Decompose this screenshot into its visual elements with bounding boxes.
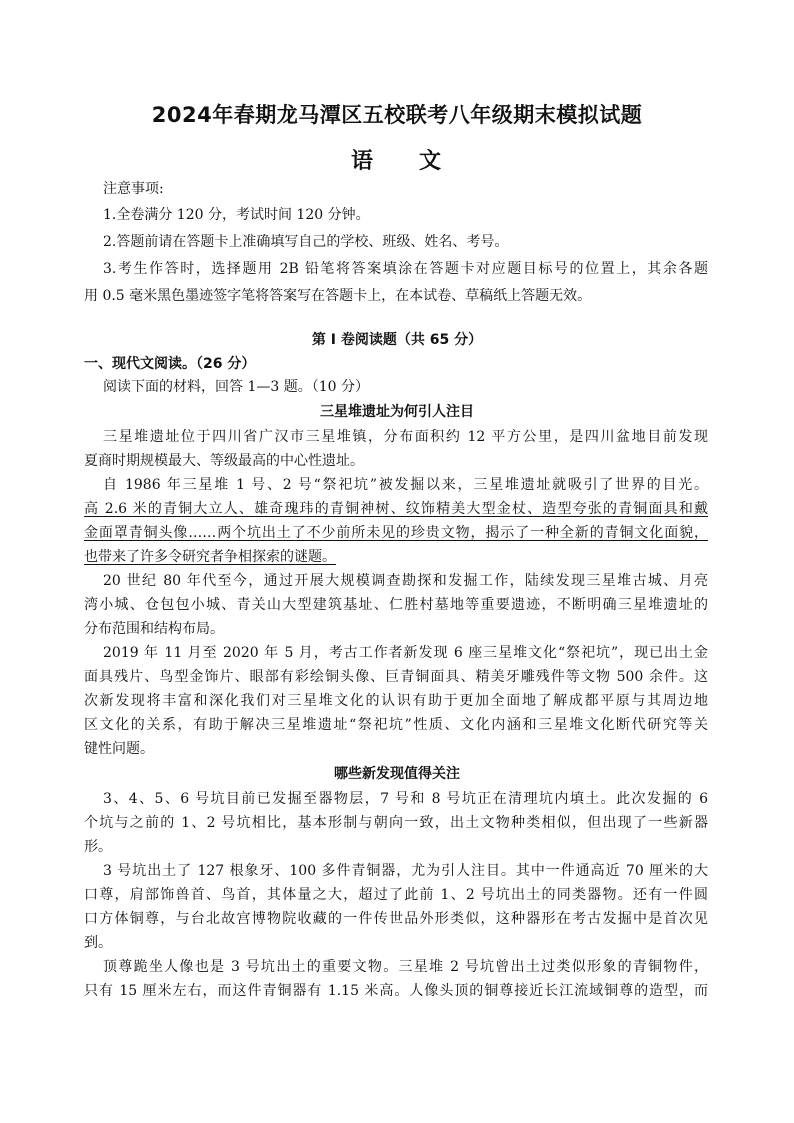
article-line: 键性问题。 bbox=[84, 741, 154, 757]
article-line: 20 世纪 80 年代至今，通过开展大规模调查勘探和发掘工作，陆续发现三星堆古城、月亮 bbox=[103, 573, 708, 589]
exam-title: 2024年春期龙马潭区五校联考八年级期末模拟试题 bbox=[151, 103, 643, 127]
article2-line: 口方体铜尊，与台北故宫博物院收藏的一件传世品外形类似，这种器形在考古发掘中是首次见 bbox=[84, 911, 708, 927]
notice-item-1: 1.全卷满分 120 分，考试时间 120 分钟。 bbox=[103, 207, 370, 223]
article-line: 湾小城、仓包包小城、青关山大型建筑基址、仁胜村墓地等重要遗迹，不断明确三星堆遗址的 bbox=[84, 597, 708, 613]
article2-line: 3 号坑出土了 127 根象牙、100 多件青铜器，尤为引人注目。其中一件通高近 70 厘米的大 bbox=[103, 863, 708, 879]
article2-line: 形。 bbox=[84, 839, 112, 855]
article-line: 面具残片、鸟型金饰片、眼部有彩绘铜头像、巨青铜面具、精美牙雕残件等文物 500 余件。这 bbox=[84, 669, 708, 685]
article2-line: 顶尊跪坐人像也是 3 号坑出土的重要文物。三星堆 2 号坑曾出土过类似形象的青铜物件， bbox=[103, 959, 708, 975]
article-line: 2019 年 11 月至 2020 年 5 月，考古工作者新发现 6 座三星堆文化“祭祀坑”，现已出土金 bbox=[103, 645, 708, 661]
notice-item-2: 2.答题前请在答题卡上准确填写自己的学校、班级、姓名、考号。 bbox=[103, 234, 509, 250]
article-line-underlined: 金面罩青铜头像……两个坑出土了不少前所未见的珍贵文物，揭示了一种全新的青铜文化面貌， bbox=[84, 525, 708, 541]
subject-title bbox=[0, 144, 794, 175]
article2-line: 个坑与之前的 1、2 号坑相比，基本形制与朝向一致，出土文物种类相似，但出现了一些新器 bbox=[84, 815, 708, 831]
article2-line: 只有 15 厘米左右，而这件青铜器有 1.15 米高。人像头顶的铜尊接近长江流域铜尊的造型，而 bbox=[84, 983, 708, 999]
article-line-underlined: 也带来了许多令研究者争相探索的谜题。 bbox=[84, 549, 336, 565]
article2-line: 口尊，肩部饰兽首、鸟首，其体量之大，超过了此前 1、2 号坑出土的同类器物。还有一件圆 bbox=[84, 887, 708, 903]
subject-char-1: 语 bbox=[350, 149, 375, 174]
article2-title: 哪些新发现值得关注 bbox=[334, 766, 460, 782]
article-line: 三星堆遗址位于四川省广汉市三星堆镇，分布面积约 12 平方公里，是四川盆地目前发现 bbox=[103, 429, 708, 445]
article-line: 次新发现将丰富和深化我们对三星堆文化的认识有助于更加全面地了解成都平原与其周边地 bbox=[84, 693, 708, 709]
reading-instruction: 阅读下面的材料，回答 1—3 题。（10 分） bbox=[103, 379, 369, 395]
article-line: 夏商时期规模最大、等级最高的中心性遗址。 bbox=[84, 453, 364, 469]
article-line-underlined: 高 2.6 米的青铜大立人、雄奇瑰玮的青铜神树、纹饰精美大型金杖、造型夸张的青铜面具和戴 bbox=[84, 501, 708, 517]
article-line: 区文化的关系，有助于解决三星堆遗址“祭祀坑”性质、文化内涵和三星堆文化断代研究等关 bbox=[84, 717, 708, 733]
article2-line: 到。 bbox=[84, 935, 112, 951]
article-line: 自 1986 年三星堆 1 号、2 号“祭祀坑”被发掘以来，三星堆遗址就吸引了世界的目光。 bbox=[103, 477, 708, 493]
volume-title: 第 I 卷阅读题（共 65 分） bbox=[311, 332, 483, 348]
notice-item-3-line-2: 用 0.5 毫米黑色墨迹签字笔将答案写在答题卡上，在本试卷、草稿纸上答题无效。 bbox=[84, 288, 592, 304]
article2-line: 3、4、5、6 号坑目前已发掘至器物层，7 号和 8 号坑正在清理坑内填土。此次发掘的 6 bbox=[103, 791, 708, 807]
notice-item-3-line-1: 3.考生作答时，选择题用 2B 铅笔将答案填涂在答题卡对应题目标号的位置上，其余各题 bbox=[103, 261, 708, 277]
article-title: 三星堆遗址为何引人注目 bbox=[320, 404, 474, 420]
part-heading: 一、现代文阅读。（26 分） bbox=[84, 356, 256, 372]
subject-char-2: 文 bbox=[419, 149, 444, 174]
article-line: 分布范围和结构布局。 bbox=[84, 621, 224, 637]
notice-heading: 注意事项: bbox=[103, 181, 164, 197]
